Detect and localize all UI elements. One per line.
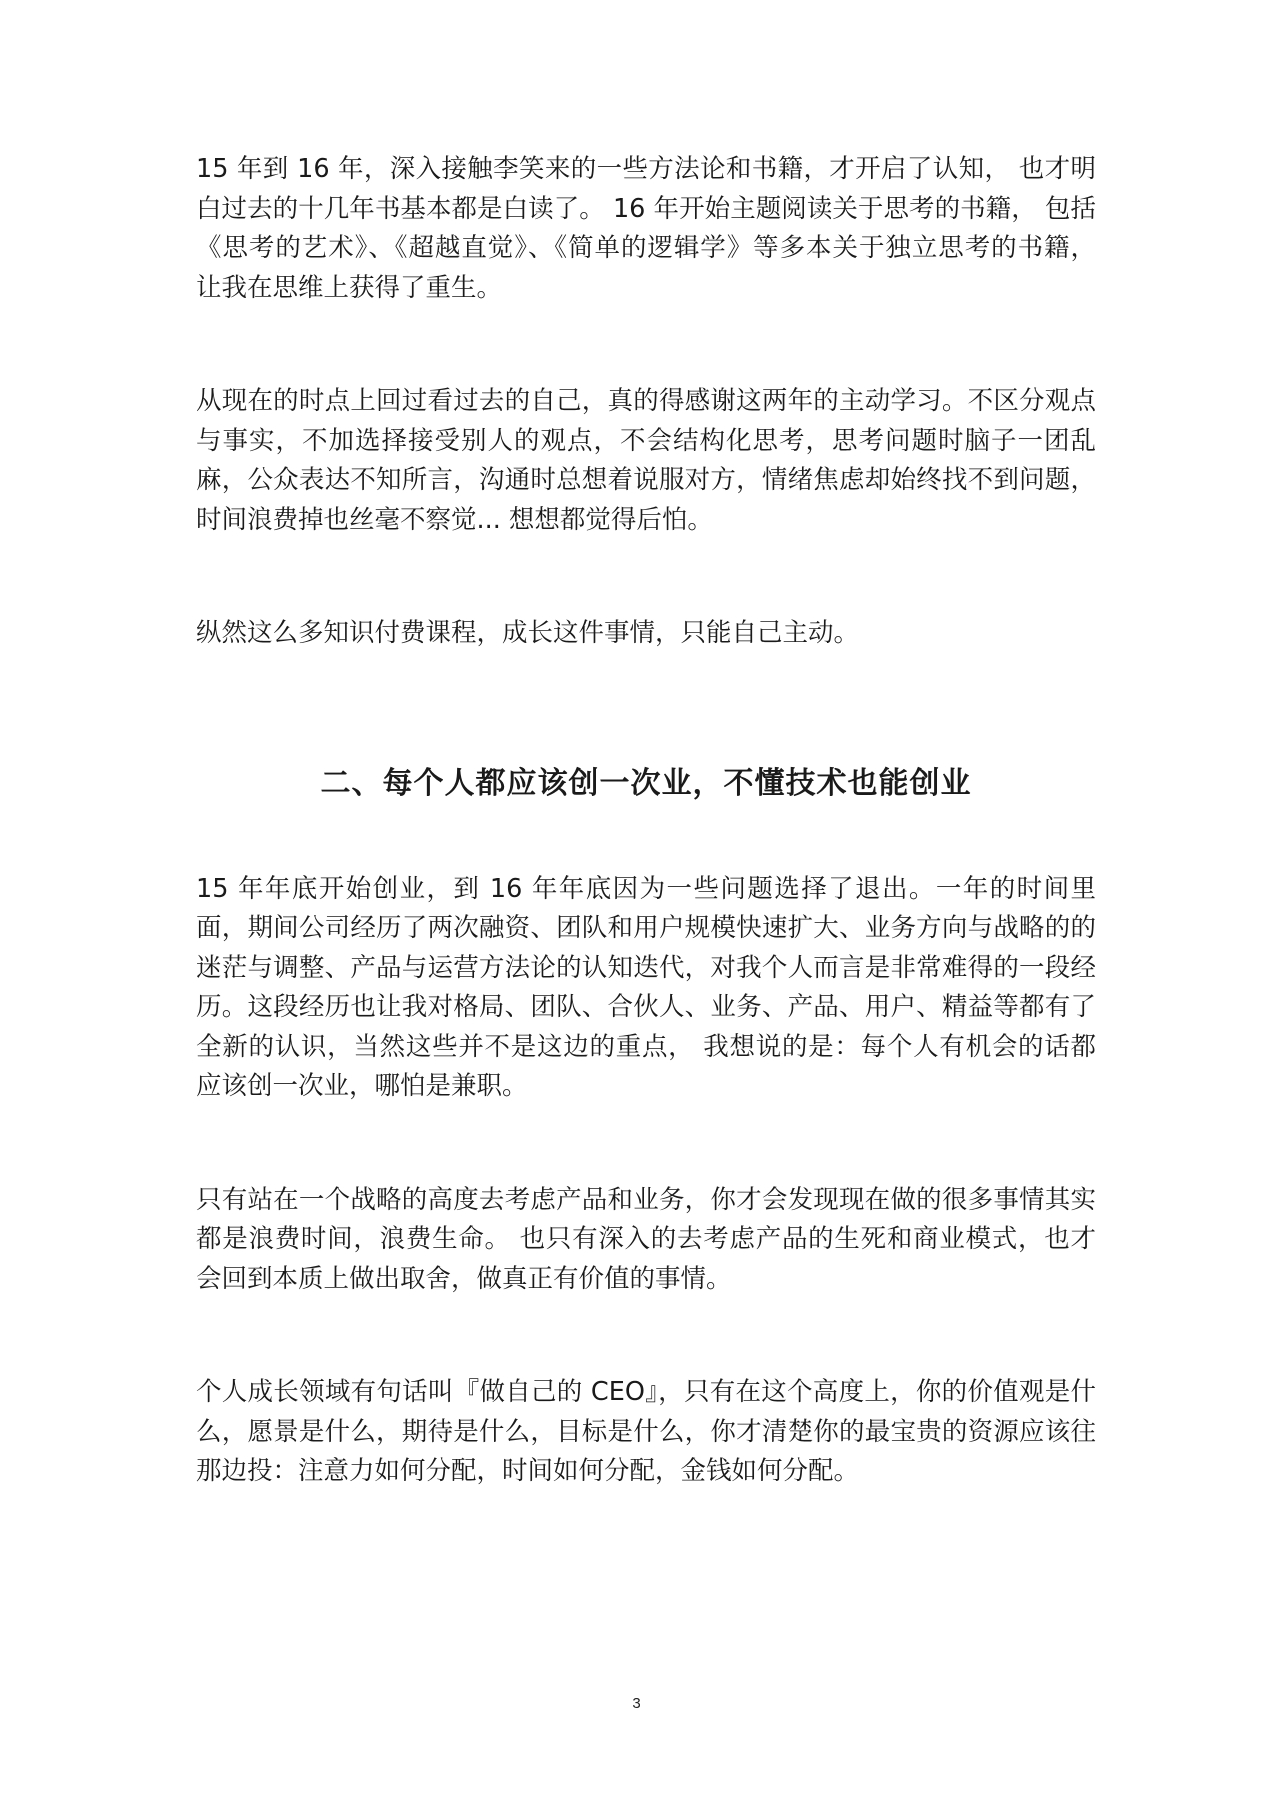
paragraph-be-your-own-ceo: 个人成长领域有句话叫『做自己的 CEO』，只有在这个高度上，你的价值观是什么，愿景是什么，期待是什么，目标是什么，你才清楚你的最宝贵的资源应该往那边投：注意力如何分配，时间如何分配，金钱如何分配。	[196, 1377, 1096, 1486]
paragraph-growth-initiative: 纵然这么多知识付费课程，成长这件事情，只能自己主动。	[196, 618, 860, 648]
page-number: 3	[632, 1695, 641, 1712]
paragraph-reading-methodology: 15 年到 16 年，深入接触李笑来的一些方法论和书籍，才开启了认知， 也才明白过去的十几年书基本都是白读了。 16 年开始主题阅读关于思考的书籍， 包括《思考的艺术》、《超越直觉》、《简单的逻辑学》等多本关于独立思考的书籍， 让我在思维上获得了重生。	[196, 154, 1096, 303]
paragraph-startup-experience: 15 年年底开始创业，到 16 年年底因为一些问题选择了退出。一年的时间里面，期间公司经历了两次融资、团队和用户规模快速扩大、业务方向与战略的的迷茫与调整、产品与运营方法论的认知迭代，对我个人而言是非常难得的一段经历。这段经历也让我对格局、团队、合伙人、业务、产品、用户、精益等都有了全新的认识，当然这些并不是这边的重点， 我想说的是：每个人有机会的话都应该创一次业，哪怕是兼职。	[196, 873, 1096, 1101]
page-content	[196, 150, 1096, 1492]
section-heading: 二、每个人都应该创一次业，不懂技术也能创业	[320, 765, 972, 801]
paragraph-strategic-height: 只有站在一个战略的高度去考虑产品和业务，你才会发现现在做的很多事情其实都是浪费时间，浪费生命。 也只有深入的去考虑产品的生死和商业模式，也才会回到本质上做出取舍，做真正有价值的事情。	[196, 1184, 1096, 1294]
paragraph-looking-back: 从现在的时点上回过看过去的自己，真的得感谢这两年的主动学习。不区分观点与事实，不加选择接受别人的观点，不会结构化思考，思考问题时脑子一团乱麻，公众表达不知所言，沟通时总想着说服对方，情绪焦虑却始终找不到问题，时间浪费掉也丝毫不察觉... 想想都觉得后怕。	[196, 386, 1096, 535]
